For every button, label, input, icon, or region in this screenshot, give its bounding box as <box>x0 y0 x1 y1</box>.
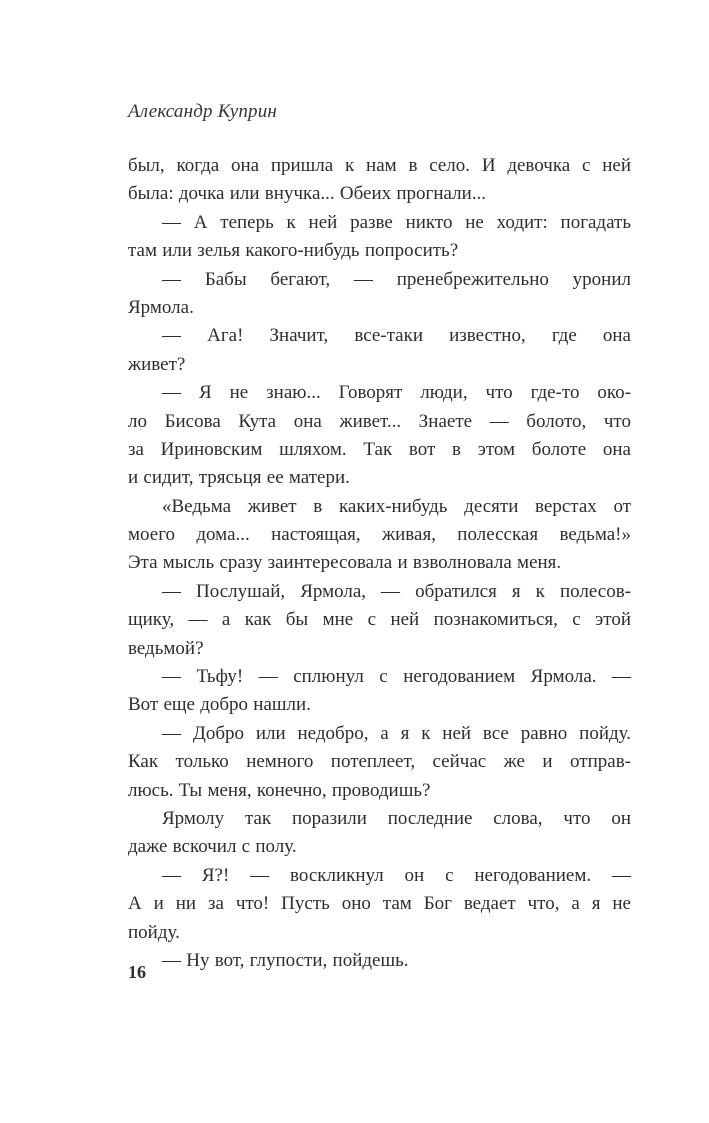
text-line: А и ни за что! Пусть оно там Бог ведает что, а я не <box>128 893 631 915</box>
text-line: «Ведьма живет в каких-нибудь десяти верстах от <box>162 495 631 517</box>
text-line: живет? <box>128 353 186 375</box>
text-line: за Ириновским шляхом. Так вот в этом болоте она <box>128 438 631 460</box>
text-line: — Тьфу! — сплюнул с негодованием Ярмола. — <box>162 666 631 688</box>
text-line: даже вскочил с полу. <box>128 836 297 858</box>
text-line: Ярмола. <box>128 296 194 318</box>
text-line: была: дочка или внучка... Обеих прогнали... <box>128 183 486 205</box>
text-line: ведьмой? <box>128 637 204 659</box>
text-line: — Послушай, Ярмола, — обратился я к полесов- <box>162 580 631 602</box>
text-line: там или зелья какого-нибудь попросить? <box>128 240 459 262</box>
text-line: щику, — а как бы мне с ней познакомиться, с этой <box>128 609 631 631</box>
text-line: — Бабы бегают, — пренебрежительно уронил <box>162 268 631 290</box>
text-line: — Ага! Значит, все-таки известно, где она <box>162 325 631 347</box>
text-line: — Ну вот, глупости, пойдешь. <box>162 949 409 971</box>
running-header-author: Александр Куприн <box>128 101 278 122</box>
text-line: и сидит, трясьця ее матери. <box>128 467 350 489</box>
text-line: — А теперь к ней разве никто не ходит: погадать <box>162 211 631 233</box>
text-line: — Я не знаю... Говорят люди, что где-то око- <box>162 382 631 404</box>
text-line: — Я?! — воскликнул он с негодованием. — <box>162 864 631 886</box>
body-text <box>128 152 631 975</box>
text-line: Как только немного потеплеет, сейчас же и отправ- <box>128 751 631 773</box>
text-line: пойду. <box>128 921 180 943</box>
text-line: ло Бисова Кута она живет... Знаете — болото, что <box>128 410 631 432</box>
text-line: — Добро или недобро, а я к ней все равно пойду. <box>162 722 631 744</box>
text-line: Ярмолу так поразили последние слова, что он <box>162 807 631 829</box>
text-line: моего дома... настоящая, живая, полесская ведьма!» <box>128 524 631 546</box>
text-line: люсь. Ты меня, конечно, проводишь? <box>128 779 431 801</box>
text-line: был, когда она пришла к нам в село. И девочка с ней <box>128 155 631 176</box>
page-number: 16 <box>128 962 146 982</box>
text-line: Вот еще добро нашли. <box>128 694 311 716</box>
text-line: Эта мысль сразу заинтересовала и взволновала меня. <box>128 552 562 574</box>
